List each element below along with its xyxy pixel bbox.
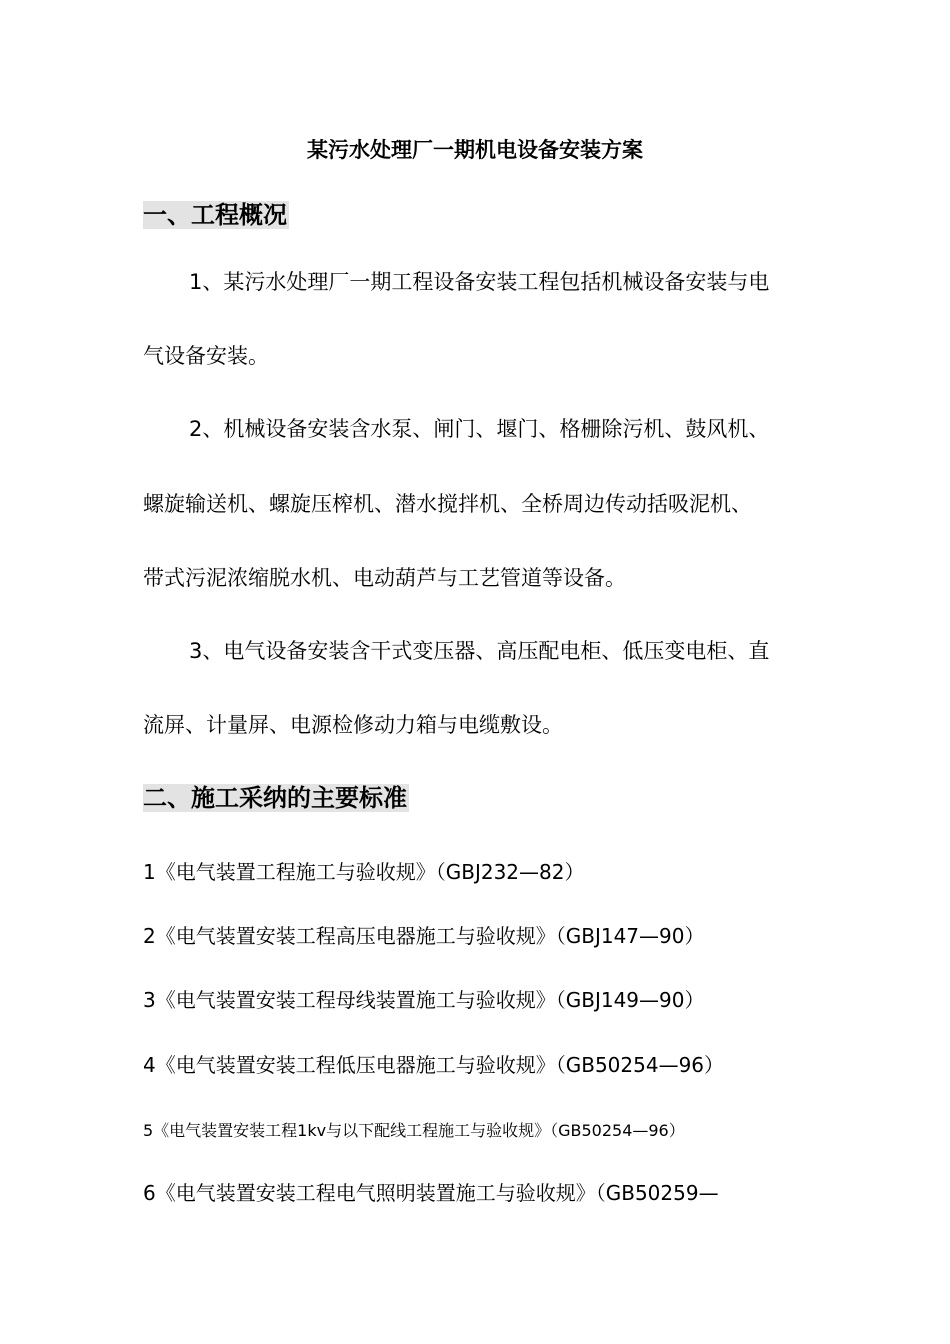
paragraph-line: 气设备安装。 — [143, 344, 269, 368]
paragraph-line: 3、电气设备安装含干式变压器、高压配电柜、低压变电柜、直 — [189, 639, 770, 663]
section-heading-overview-text: 一、工程概况 — [143, 201, 287, 229]
paragraph-line: 2、机械设备安装含水泵、闸门、堰门、格栅除污机、鼓风机、 — [189, 417, 770, 441]
standard-item: 4《电气装置安装工程低压电器施工与验收规》（GB50254—96） — [143, 1053, 725, 1077]
section-heading-overview — [143, 198, 289, 232]
section-heading-standards-text: 二、施工采纳的主要标准 — [143, 784, 407, 812]
standard-item: 3《电气装置安装工程母线装置施工与验收规》（GBJ149—90） — [143, 988, 705, 1012]
document-title: 某污水处理厂一期机电设备安装方案 — [307, 138, 643, 162]
paragraph-line: 1、某污水处理厂一期工程设备安装工程包括机械设备安装与电 — [189, 270, 770, 294]
standard-item: 2《电气装置安装工程高压电器施工与验收规》（GBJ147—90） — [143, 924, 705, 948]
standard-item: 1《电气装置工程施工与验收规》（GBJ232—82） — [143, 860, 585, 884]
standard-item: 5《电气装置安装工程1kv与以下配线工程施工与验收规》（GB50254—96） — [143, 1121, 685, 1140]
paragraph-line: 带式污泥浓缩脱水机、电动葫芦与工艺管道等设备。 — [143, 566, 626, 590]
paragraph-line: 流屏、计量屏、电源检修动力箱与电缆敷设。 — [143, 713, 563, 737]
paragraph-line: 螺旋输送机、螺旋压榨机、潜水搅拌机、全桥周边传动括吸泥机、 — [143, 492, 752, 516]
standard-item: 6《电气装置安装工程电气照明装置施工与验收规》（GB50259— — [143, 1181, 719, 1205]
section-heading-standards — [143, 781, 409, 815]
